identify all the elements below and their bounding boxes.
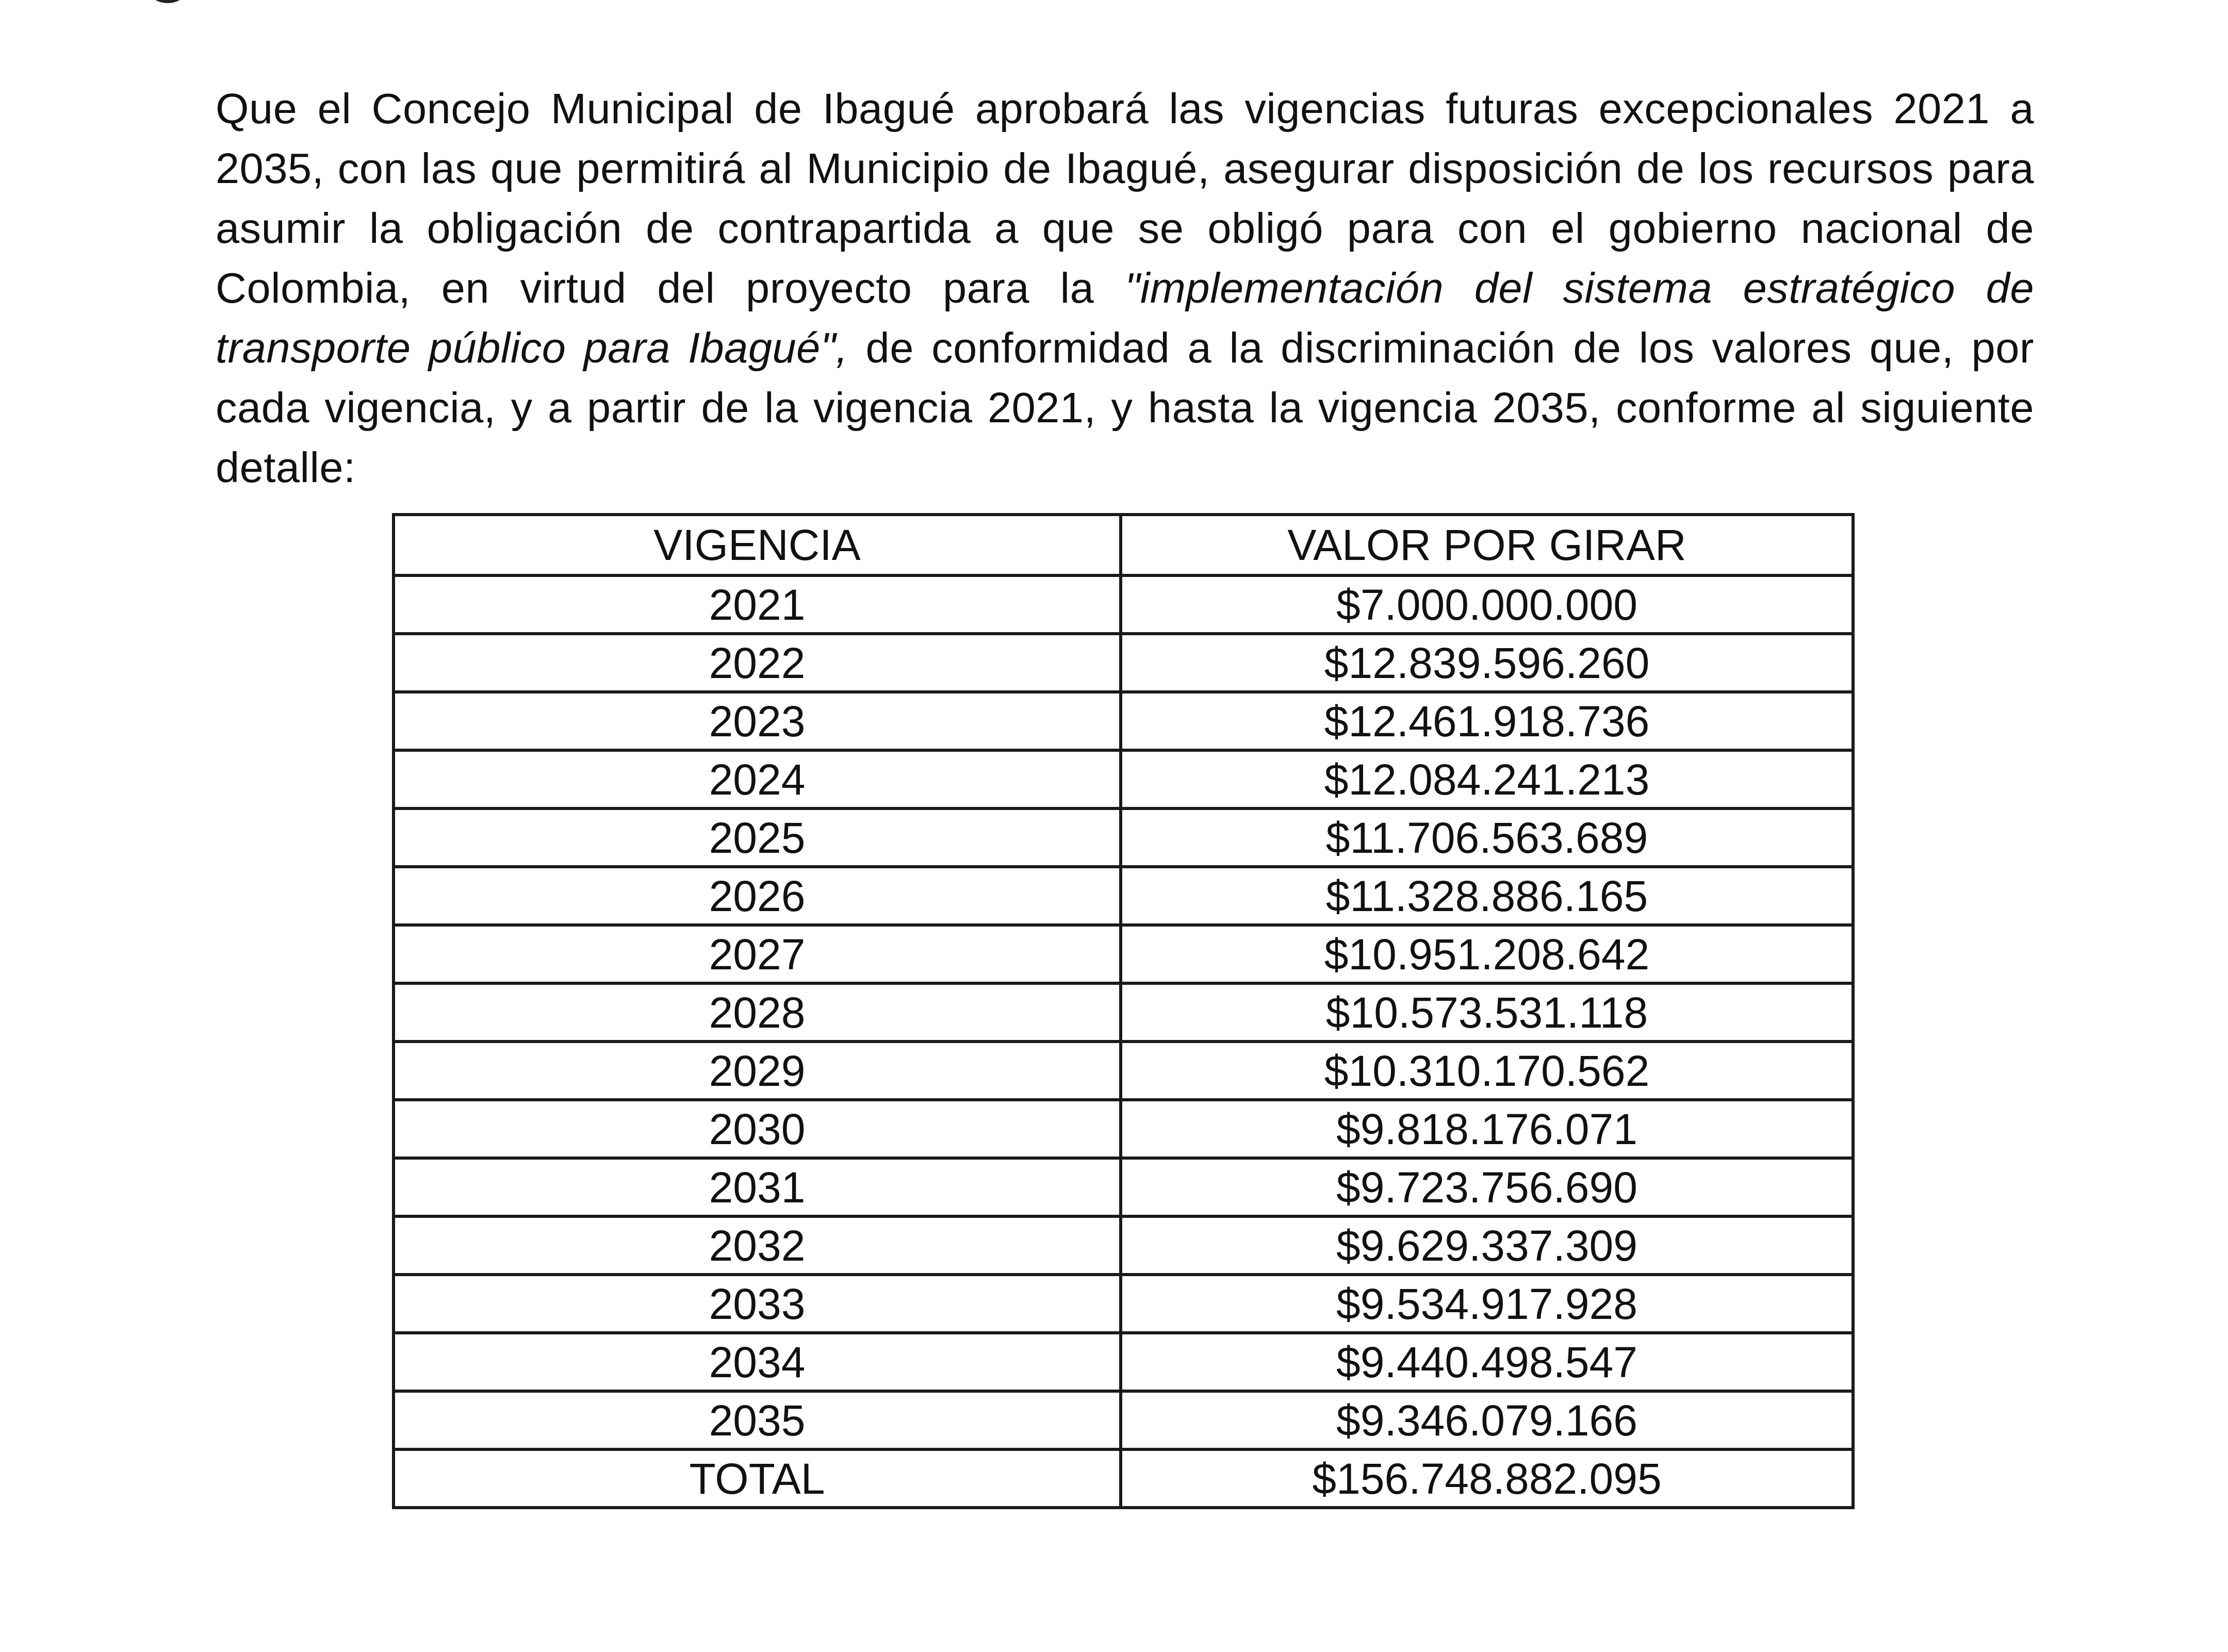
cell-vigencia: 2031 — [394, 1158, 1121, 1216]
cell-vigencia: 2028 — [394, 983, 1121, 1042]
cell-valor: $10.573.531.118 — [1121, 983, 1853, 1042]
cell-total-value: $156.748.882.095 — [1121, 1449, 1853, 1508]
cell-vigencia: 2023 — [394, 692, 1121, 750]
table-row — [394, 634, 1853, 692]
project-name-italic: "implementación del sistema estratégico de transporte público para Ibagué", — [216, 264, 2034, 372]
cell-valor: $9.440.498.547 — [1121, 1333, 1853, 1391]
cell-valor: $7.000.000.000 — [1121, 575, 1853, 634]
cell-vigencia: 2033 — [394, 1275, 1121, 1333]
cell-vigencia: 2027 — [394, 925, 1121, 983]
cell-vigencia: 2032 — [394, 1216, 1121, 1275]
cell-valor: $9.534.917.928 — [1121, 1275, 1853, 1333]
table-row — [394, 1391, 1853, 1449]
cell-valor: $10.951.208.642 — [1121, 925, 1853, 983]
table-row — [394, 692, 1853, 750]
cell-vigencia: 2034 — [394, 1333, 1121, 1391]
cell-vigencia: 2026 — [394, 867, 1121, 925]
table-row — [394, 1216, 1853, 1275]
scan-mark — [150, 0, 186, 3]
table-row — [394, 1042, 1853, 1100]
intro-paragraph — [216, 79, 2034, 498]
table-row — [394, 1333, 1853, 1391]
table-row — [394, 925, 1853, 983]
cell-vigencia: 2025 — [394, 808, 1121, 867]
header-valor-por-girar: VALOR POR GIRAR — [1121, 515, 1853, 575]
cell-valor: $9.818.176.071 — [1121, 1100, 1853, 1158]
table-row — [394, 1275, 1853, 1333]
table-row — [394, 750, 1853, 808]
table-row — [394, 1158, 1853, 1216]
header-vigencia: VIGENCIA — [394, 515, 1121, 575]
cell-valor: $12.839.596.260 — [1121, 634, 1853, 692]
vigencias-table-container — [392, 513, 1852, 1509]
cell-valor: $12.461.918.736 — [1121, 692, 1853, 750]
cell-valor: $9.629.337.309 — [1121, 1216, 1853, 1275]
table-row — [394, 983, 1853, 1042]
cell-valor: $12.084.241.213 — [1121, 750, 1853, 808]
table-row — [394, 808, 1853, 867]
table-total-row — [394, 1449, 1853, 1508]
table-row — [394, 575, 1853, 634]
cell-vigencia: 2022 — [394, 634, 1121, 692]
table-row — [394, 1100, 1853, 1158]
table-header-row — [394, 515, 1853, 575]
cell-valor: $9.723.756.690 — [1121, 1158, 1853, 1216]
cell-valor: $10.310.170.562 — [1121, 1042, 1853, 1100]
cell-valor: $9.346.079.166 — [1121, 1391, 1853, 1449]
cell-vigencia: 2021 — [394, 575, 1121, 634]
cell-vigencia: 2030 — [394, 1100, 1121, 1158]
vigencias-table — [392, 513, 1855, 1509]
cell-valor: $11.706.563.689 — [1121, 808, 1853, 867]
intro-text-part2: de conformidad a la discriminación de los valores que, por cada vigencia, y a partir de la vigencia 2021, y hasta la vigencia 2035, conforme al siguiente detalle: — [216, 324, 2034, 491]
cell-valor: $11.328.886.165 — [1121, 867, 1853, 925]
cell-total-label: TOTAL — [394, 1449, 1121, 1508]
cell-vigencia: 2035 — [394, 1391, 1121, 1449]
table-row — [394, 867, 1853, 925]
intro-text-part1: Que el Concejo Municipal de Ibagué aprobará las vigencias futuras excepcionales 2021 a 2035, con las que permitirá al Municipio de Ibagué, asegurar disposición de los recursos para asumir la obligación de contrapartida a que se obligó para con el gobierno nacional de Colombia, en virtud del proyecto para la — [216, 85, 2034, 312]
cell-vigencia: 2024 — [394, 750, 1121, 808]
cell-vigencia: 2029 — [394, 1042, 1121, 1100]
